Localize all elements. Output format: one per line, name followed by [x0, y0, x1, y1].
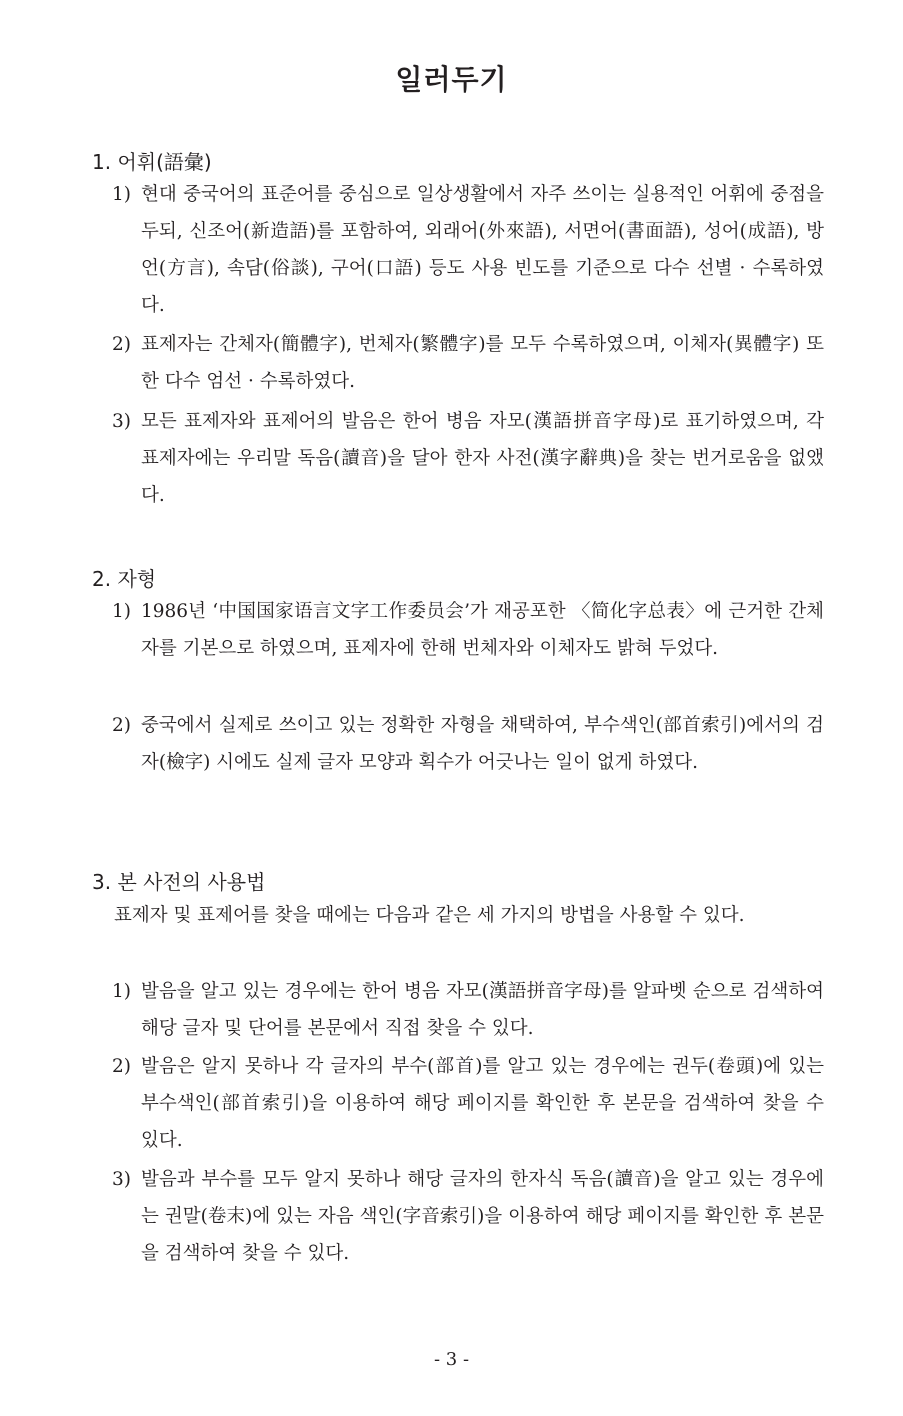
list-item [112, 593, 824, 667]
page-title: 일러두기 [395, 63, 508, 96]
list-item [112, 326, 824, 400]
list-item [112, 176, 824, 324]
list-item [112, 973, 824, 1047]
list-item [112, 1048, 824, 1159]
section-intro: 표제자 및 표제어를 찾을 때에는 다음과 같은 세 가지의 방법을 사용할 수 있다. [114, 905, 745, 926]
item-text: 발음과 부수를 모두 알지 못하나 해당 글자의 한자식 독음(讀音)을 알고 있는 경우에는 권말(卷末)에 있는 자음 색인(字音索引)을 이용하여 해당 페이지를 확인한 후 본문을 검색하여 찾을 수 있다. [141, 1169, 824, 1264]
list-item [112, 403, 824, 514]
section-heading-usage: 3. 본 사전의 사용법 [92, 870, 266, 894]
item-text: 중국에서 실제로 쓰이고 있는 정확한 자형을 채택하여, 부수색인(部首索引)에서의 검자(檢字) 시에도 실제 글자 모양과 획수가 어긋나는 일이 없게 하였다. [141, 715, 824, 773]
item-text: 표제자는 간체자(簡體字), 번체자(繁體字)를 모두 수록하였으며, 이체자(異體字) 또한 다수 엄선 · 수록하였다. [141, 334, 824, 392]
item-text: 모든 표제자와 표제어의 발음은 한어 병음 자모(漢語拼音字母)로 표기하였으며, 각 표제자에는 우리말 독음(讀音)을 달아 한자 사전(漢字辭典)을 찾는 번거로움을 없앴다. [141, 411, 824, 506]
item-text: 현대 중국어의 표준어를 중심으로 일상생활에서 자주 쓰이는 실용적인 어휘에 중점을 두되, 신조어(新造語)를 포함하여, 외래어(外來語), 서면어(書面語), 성어(成語), 방언(方言), 속담(俗談), 구어(口語) 등도 사용 빈도를 기준으로 다수 선별 · 수록하였다. [141, 184, 824, 316]
item-number: 1) [112, 184, 131, 205]
item-number: 3) [112, 411, 131, 432]
item-number: 1) [112, 981, 131, 1002]
item-number: 2) [112, 1056, 131, 1077]
item-number: 1) [112, 601, 131, 622]
section-heading-glyph-form: 2. 자형 [92, 567, 157, 591]
item-text: 1986년 ‘中国国家语言文字工作委员会’가 재공포한 〈简化字总表〉에 근거한 간체자를 기본으로 하였으며, 표제자에 한해 번체자와 이체자도 밝혀 두었다. [141, 601, 824, 659]
list-item [112, 707, 824, 781]
item-text: 발음을 알고 있는 경우에는 한어 병음 자모(漢語拼音字母)를 알파벳 순으로 검색하여 해당 글자 및 단어를 본문에서 직접 찾을 수 있다. [141, 981, 824, 1039]
section-heading-vocabulary: 1. 어휘(語彙) [92, 150, 212, 174]
item-number: 2) [112, 715, 131, 736]
item-number: 3) [112, 1169, 131, 1190]
page-number: - 3 - [433, 1349, 470, 1370]
item-text: 발음은 알지 못하나 각 글자의 부수(部首)를 알고 있는 경우에는 권두(卷頭)에 있는 부수색인(部首索引)을 이용하여 해당 페이지를 확인한 후 본문을 검색하여 찾을 수 있다. [141, 1056, 824, 1151]
list-item [112, 1161, 824, 1272]
item-number: 2) [112, 334, 131, 355]
